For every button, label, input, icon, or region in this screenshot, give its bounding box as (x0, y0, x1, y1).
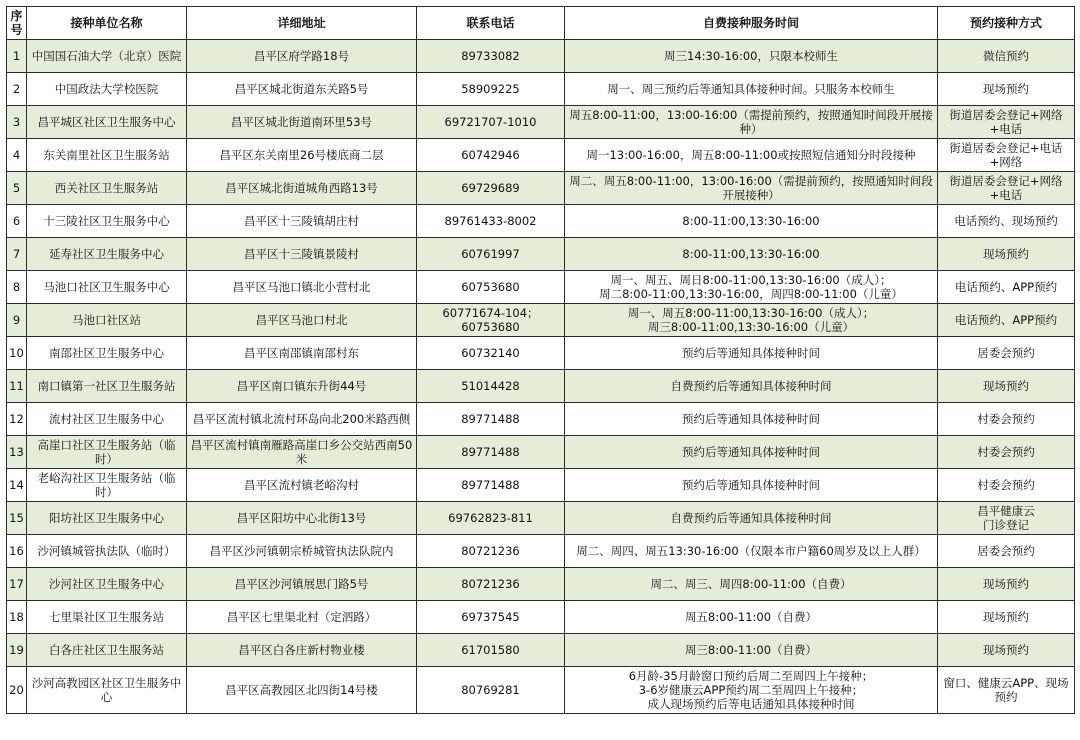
row-service-time: 周一、周三预约后等通知具体接种时间。只服务本校师生 (565, 73, 938, 106)
row-service-time: 自费预约后等通知具体接种时间 (565, 370, 938, 403)
row-phone: 80769281 (417, 667, 565, 714)
vaccination-table-wrapper (6, 6, 1075, 714)
row-site-name: 昌平城区社区卫生服务中心 (27, 106, 187, 139)
table-row (7, 502, 1075, 535)
row-service-time: 预约后等通知具体接种时间 (565, 403, 938, 436)
row-booking-method: 现场预约 (938, 73, 1075, 106)
table-row (7, 667, 1075, 714)
row-site-name: 马池口社区站 (27, 304, 187, 337)
row-booking-method: 村委会预约 (938, 436, 1075, 469)
row-booking-method: 居委会预约 (938, 535, 1075, 568)
row-address: 昌平区十三陵镇景陵村 (187, 238, 417, 271)
row-index: 15 (7, 502, 27, 535)
row-site-name: 高崖口社区卫生服务站（临时） (27, 436, 187, 469)
row-address: 昌平区流村镇老峪沟村 (187, 469, 417, 502)
row-site-name: 东关南里社区卫生服务站 (27, 139, 187, 172)
row-site-name: 阳坊社区卫生服务中心 (27, 502, 187, 535)
table-row (7, 634, 1075, 667)
row-phone: 60732140 (417, 337, 565, 370)
row-index: 1 (7, 40, 27, 73)
row-booking-method: 居委会预约 (938, 337, 1075, 370)
row-address: 昌平区七里渠北村（定泗路） (187, 601, 417, 634)
row-address: 昌平区沙河镇朝宗桥城管执法队院内 (187, 535, 417, 568)
table-row (7, 172, 1075, 205)
row-booking-method: 现场预约 (938, 634, 1075, 667)
row-address: 昌平区流村镇南雁路高崖口乡公交站西南50米 (187, 436, 417, 469)
row-address: 昌平区阳坊中心北街13号 (187, 502, 417, 535)
row-site-name: 西关社区卫生服务站 (27, 172, 187, 205)
row-index: 7 (7, 238, 27, 271)
row-phone: 80721236 (417, 535, 565, 568)
table-row (7, 568, 1075, 601)
row-booking-method: 微信预约 (938, 40, 1075, 73)
row-address: 昌平区南口镇东升街44号 (187, 370, 417, 403)
row-booking-method: 电话预约、APP预约 (938, 304, 1075, 337)
row-phone: 69737545 (417, 601, 565, 634)
row-phone: 89733082 (417, 40, 565, 73)
table-row (7, 139, 1075, 172)
row-booking-method: 昌平健康云 门诊登记 (938, 502, 1075, 535)
row-phone: 80721236 (417, 568, 565, 601)
table-row (7, 304, 1075, 337)
row-index: 13 (7, 436, 27, 469)
row-address: 昌平区马池口村北 (187, 304, 417, 337)
row-site-name: 沙河社区卫生服务中心 (27, 568, 187, 601)
row-index: 3 (7, 106, 27, 139)
row-site-name: 十三陵社区卫生服务中心 (27, 205, 187, 238)
row-booking-method: 电话预约、APP预约 (938, 271, 1075, 304)
row-phone: 51014428 (417, 370, 565, 403)
table-row (7, 238, 1075, 271)
row-service-time: 6月龄-35月龄窗口预约后周二至周四上午接种； 3-6岁健康云APP预约周二至周四上午接种； 成人现场预约后等电话通知具体接种时间 (565, 667, 938, 714)
header-site-name: 接种单位名称 (27, 7, 187, 40)
row-service-time: 周二、周四、周五13:30-16:00（仅限本市户籍60周岁及以上人群） (565, 535, 938, 568)
table-row (7, 436, 1075, 469)
table-row (7, 73, 1075, 106)
row-site-name: 南口镇第一社区卫生服务站 (27, 370, 187, 403)
row-phone: 69721707-1010 (417, 106, 565, 139)
row-index: 16 (7, 535, 27, 568)
row-booking-method: 现场预约 (938, 238, 1075, 271)
row-booking-method: 街道居委会登记+网络+电话 (938, 106, 1075, 139)
row-address: 昌平区流村镇北流村环岛向北200米路西侧 (187, 403, 417, 436)
row-service-time: 周三14:30-16:00，只限本校师生 (565, 40, 938, 73)
row-phone: 60771674-104； 60753680 (417, 304, 565, 337)
row-address: 昌平区高教园区北四街14号楼 (187, 667, 417, 714)
row-address: 昌平区城北街道东关路5号 (187, 73, 417, 106)
table-row (7, 370, 1075, 403)
row-phone: 60753680 (417, 271, 565, 304)
row-phone: 60761997 (417, 238, 565, 271)
row-phone: 89771488 (417, 403, 565, 436)
table-row (7, 403, 1075, 436)
table-row (7, 535, 1075, 568)
row-index: 5 (7, 172, 27, 205)
row-site-name: 中国国石油大学（北京）医院 (27, 40, 187, 73)
row-booking-method: 现场预约 (938, 601, 1075, 634)
row-index: 9 (7, 304, 27, 337)
row-index: 12 (7, 403, 27, 436)
row-service-time: 预约后等通知具体接种时间 (565, 469, 938, 502)
row-booking-method: 村委会预约 (938, 403, 1075, 436)
row-index: 14 (7, 469, 27, 502)
row-booking-method: 现场预约 (938, 370, 1075, 403)
row-index: 11 (7, 370, 27, 403)
row-site-name: 七里渠社区卫生服务站 (27, 601, 187, 634)
row-service-time: 周三8:00-11:00（自费） (565, 634, 938, 667)
row-site-name: 白各庄社区卫生服务站 (27, 634, 187, 667)
row-service-time: 周二、周三、周四8:00-11:00（自费） (565, 568, 938, 601)
row-phone: 60742946 (417, 139, 565, 172)
row-address: 昌平区马池口镇北小营村北 (187, 271, 417, 304)
row-address: 昌平区沙河镇展思门路5号 (187, 568, 417, 601)
row-service-time: 周一、周五8:00-11:00,13:30-16:00（成人）； 周三8:00-11:00,13:30-16:00（儿童） (565, 304, 938, 337)
row-index: 4 (7, 139, 27, 172)
table-row (7, 205, 1075, 238)
table-row (7, 337, 1075, 370)
row-booking-method: 村委会预约 (938, 469, 1075, 502)
row-booking-method: 街道居委会登记+电话+网络 (938, 139, 1075, 172)
row-address: 昌平区东关南里26号楼底商二层 (187, 139, 417, 172)
row-site-name: 中国政法大学校医院 (27, 73, 187, 106)
row-phone: 69729689 (417, 172, 565, 205)
header-index: 序号 (7, 7, 27, 40)
row-address: 昌平区白各庄新村物业楼 (187, 634, 417, 667)
row-phone: 61701580 (417, 634, 565, 667)
row-index: 2 (7, 73, 27, 106)
row-index: 6 (7, 205, 27, 238)
row-site-name: 马池口社区卫生服务中心 (27, 271, 187, 304)
row-phone: 89761433-8002 (417, 205, 565, 238)
row-address: 昌平区城北街道城角西路13号 (187, 172, 417, 205)
row-index: 8 (7, 271, 27, 304)
header-phone: 联系电话 (417, 7, 565, 40)
header-booking-method: 预约接种方式 (938, 7, 1075, 40)
row-site-name: 流村社区卫生服务中心 (27, 403, 187, 436)
row-service-time: 8:00-11:00,13:30-16:00 (565, 205, 938, 238)
row-service-time: 周一、周五、周日8:00-11:00,13:30-16:00（成人）； 周二8:00-11:00,13:30-16:00，周四8:00-11:00（儿童） (565, 271, 938, 304)
row-phone: 89771488 (417, 436, 565, 469)
row-index: 18 (7, 601, 27, 634)
row-site-name: 老峪沟社区卫生服务站（临时） (27, 469, 187, 502)
header-service-time: 自费接种服务时间 (565, 7, 938, 40)
table-header-row (7, 7, 1075, 40)
row-site-name: 延寿社区卫生服务中心 (27, 238, 187, 271)
row-booking-method: 街道居委会登记+网络+电话 (938, 172, 1075, 205)
row-index: 19 (7, 634, 27, 667)
row-site-name: 南邵社区卫生服务中心 (27, 337, 187, 370)
row-phone: 58909225 (417, 73, 565, 106)
table-row (7, 40, 1075, 73)
row-index: 17 (7, 568, 27, 601)
header-address: 详细地址 (187, 7, 417, 40)
row-service-time: 周五8:00-11:00（自费） (565, 601, 938, 634)
row-service-time: 预约后等通知具体接种时间 (565, 337, 938, 370)
table-row (7, 469, 1075, 502)
row-service-time: 预约后等通知具体接种时间 (565, 436, 938, 469)
row-phone: 69762823-811 (417, 502, 565, 535)
row-service-time: 周五8:00-11:00，13:00-16:00（需提前预约，按照通知时间段开展接种） (565, 106, 938, 139)
row-booking-method: 现场预约 (938, 568, 1075, 601)
table-row (7, 271, 1075, 304)
row-booking-method: 窗口、健康云APP、现场预约 (938, 667, 1075, 714)
row-service-time: 周二、周五8:00-11:00，13:00-16:00（需提前预约，按照通知时间段开展接种） (565, 172, 938, 205)
row-address: 昌平区南邵镇南邵村东 (187, 337, 417, 370)
row-address: 昌平区府学路18号 (187, 40, 417, 73)
row-address: 昌平区十三陵镇胡庄村 (187, 205, 417, 238)
row-site-name: 沙河镇城管执法队（临时） (27, 535, 187, 568)
row-index: 20 (7, 667, 27, 714)
table-row (7, 601, 1075, 634)
row-service-time: 自费预约后等通知具体接种时间 (565, 502, 938, 535)
row-booking-method: 电话预约、现场预约 (938, 205, 1075, 238)
vaccination-sites-table (6, 6, 1075, 714)
row-service-time: 8:00-11:00,13:30-16:00 (565, 238, 938, 271)
table-row (7, 106, 1075, 139)
row-site-name: 沙河高教园区社区卫生服务中心 (27, 667, 187, 714)
row-phone: 89771488 (417, 469, 565, 502)
row-index: 10 (7, 337, 27, 370)
row-service-time: 周一13:00-16:00，周五8:00-11:00或按照短信通知分时段接种 (565, 139, 938, 172)
row-address: 昌平区城北街道南环里53号 (187, 106, 417, 139)
